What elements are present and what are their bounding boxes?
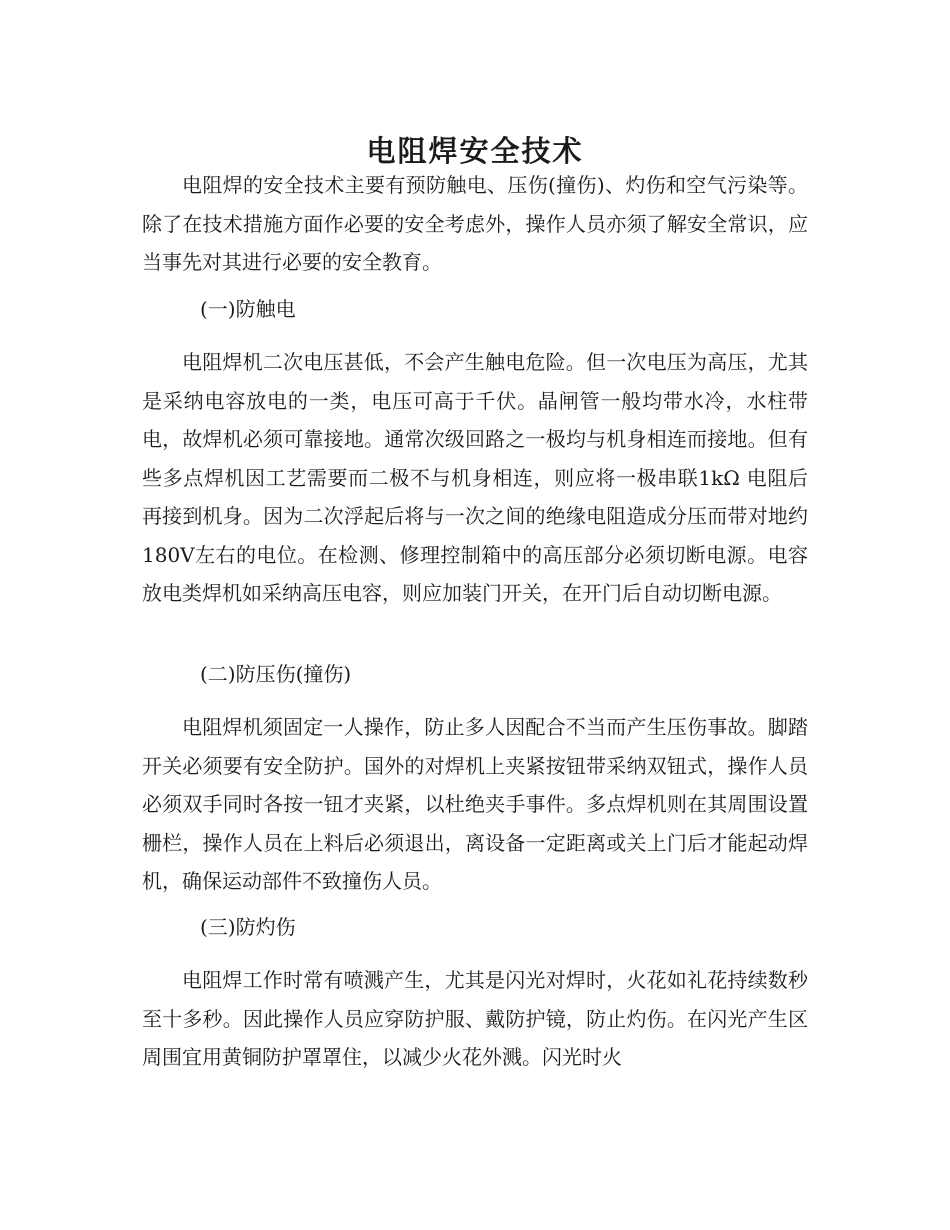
- section-paragraph-burns: 电阻焊工作时常有喷溅产生，尤其是闪光对焊时，火花如礼花持续数秒至十多秒。因此操作人员应穿防护服、戴防护镜，防止灼伤。在闪光产生区周围宜用黄铜防护罩罩住，以减少火花外溅。闪光时火: [142, 968, 808, 1069]
- intro-paragraph: 电阻焊的安全技术主要有预防触电、压伤(撞伤)、灼伤和空气污染等。除了在技术措施方面作必要的安全考虑外，操作人员亦须了解安全常识，应当事先对其进行必要的安全教育。: [142, 173, 808, 274]
- section-heading-electric-shock: (一)防触电: [200, 297, 296, 321]
- section-heading-crush-injury: (二)防压伤(撞伤): [200, 662, 352, 686]
- section-paragraph-electric-shock: 电阻焊机二次电压甚低，不会产生触电危险。但一次电压为高压，尤其是采纳电容放电的一类，电压可高于千伏。晶闸管一般均带水冷，水柱带电，故焊机必须可靠接地。通常次级回路之一极均与机身相连而接地。但有些多点焊机因工艺需要而二极不与机身相连，则应将一极串联1kΩ 电阻后再接到机身。因为二次浮起后将与一次之间的绝缘电阻造成分压而带对地约180V左右的电位。在检测、修理控制箱中的高压部分必须切断电源。电容放电类焊机如采纳高压电容，则应加装门开关，在开门后自动切断电源。: [142, 350, 808, 605]
- document-title: 电阻焊安全技术: [366, 134, 584, 169]
- section-paragraph-crush-injury: 电阻焊机须固定一人操作，防止多人因配合不当而产生压伤事故。脚踏开关必须要有安全防护。国外的对焊机上夹紧按钮带采纳双钮式，操作人员必须双手同时各按一钮才夹紧，以杜绝夹手事件。多点焊机则在其周围设置栅栏，操作人员在上料后必须退出，离设备一定距离或关上门后才能起动焊机，确保运动部件不致撞伤人员。: [142, 715, 808, 893]
- section-heading-burns: (三)防灼伤: [200, 915, 296, 939]
